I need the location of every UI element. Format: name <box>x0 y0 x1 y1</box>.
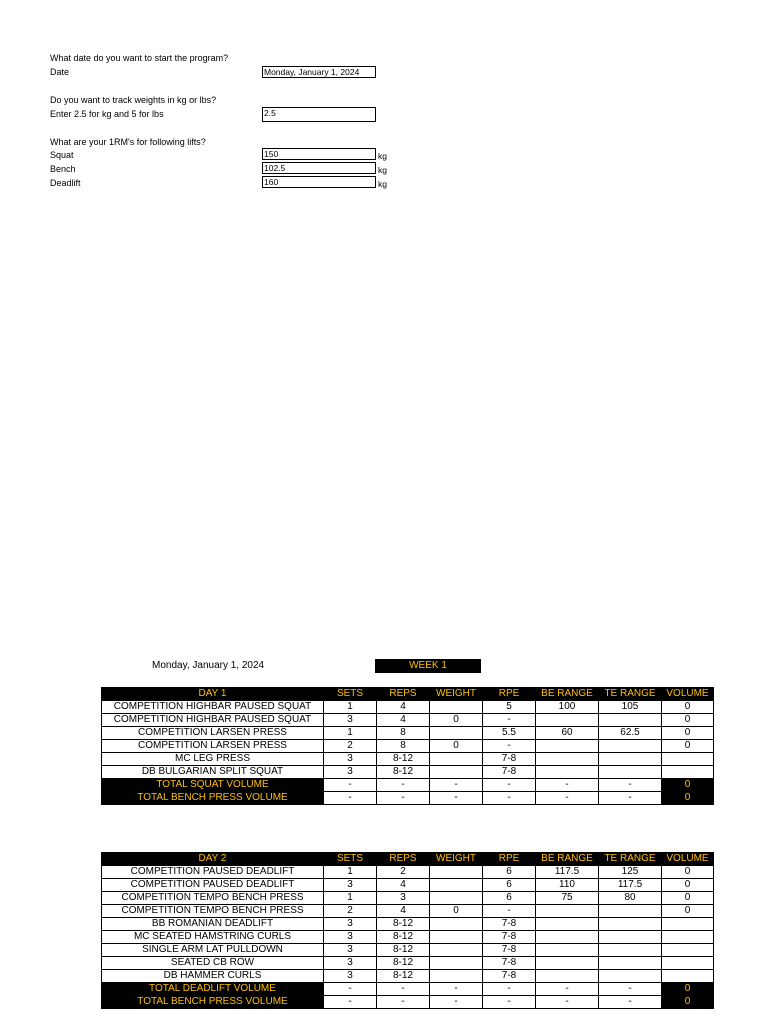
exercise-name: COMPETITION LARSEN PRESS <box>102 740 324 753</box>
te-range-cell <box>599 714 662 727</box>
weight-cell[interactable] <box>430 892 483 905</box>
sets-cell: - <box>324 996 377 1009</box>
te-range-cell <box>599 753 662 766</box>
exercise-name: COMPETITION PAUSED DEADLIFT <box>102 879 324 892</box>
exercise-name: MC LEG PRESS <box>102 753 324 766</box>
sets-cell: 3 <box>324 931 377 944</box>
sets-cell: - <box>324 983 377 996</box>
squat-label: Squat <box>50 150 74 160</box>
exercise-row <box>102 892 714 905</box>
reps-cell: 4 <box>377 879 430 892</box>
volume-cell: 0 <box>662 792 714 805</box>
column-header: BE RANGE <box>536 853 599 866</box>
program-start-date: Monday, January 1, 2024 <box>152 660 265 671</box>
table-header-row <box>102 688 714 701</box>
rpe-cell: 6 <box>483 879 536 892</box>
weight-cell[interactable] <box>430 866 483 879</box>
column-header: VOLUME <box>662 688 714 701</box>
be-range-cell <box>536 970 599 983</box>
volume-cell: 0 <box>662 905 714 918</box>
exercise-row <box>102 701 714 714</box>
be-range-cell: - <box>536 792 599 805</box>
rm-question: What are your 1RM's for following lifts? <box>50 137 206 147</box>
day-title: DAY 2 <box>102 853 324 866</box>
sets-cell: - <box>324 792 377 805</box>
te-range-cell: 62.5 <box>599 727 662 740</box>
sets-cell: 3 <box>324 918 377 931</box>
column-header: VOLUME <box>662 853 714 866</box>
be-range-cell: - <box>536 779 599 792</box>
squat-1rm-input[interactable]: 150 <box>262 148 376 160</box>
total-label: TOTAL DEADLIFT VOLUME <box>102 983 324 996</box>
rpe-cell: - <box>483 792 536 805</box>
reps-cell: 8-12 <box>377 957 430 970</box>
weight-cell[interactable]: 0 <box>430 714 483 727</box>
volume-cell: 0 <box>662 740 714 753</box>
sets-cell: 1 <box>324 701 377 714</box>
volume-cell <box>662 944 714 957</box>
total-row <box>102 779 714 792</box>
deadlift-label: Deadlift <box>50 178 81 188</box>
weight-cell: - <box>430 779 483 792</box>
rpe-cell: 7-8 <box>483 944 536 957</box>
squat-unit: kg <box>378 151 387 161</box>
te-range-cell <box>599 766 662 779</box>
column-header: REPS <box>377 688 430 701</box>
volume-cell <box>662 970 714 983</box>
te-range-cell <box>599 905 662 918</box>
exercise-row <box>102 740 714 753</box>
column-header: SETS <box>324 853 377 866</box>
unit-question: Do you want to track weights in kg or lbs? <box>50 95 217 105</box>
reps-cell: 4 <box>377 905 430 918</box>
day-1-table <box>101 687 714 805</box>
exercise-row <box>102 918 714 931</box>
weight-cell[interactable] <box>430 957 483 970</box>
exercise-row <box>102 714 714 727</box>
reps-cell: 2 <box>377 866 430 879</box>
weight-cell[interactable] <box>430 931 483 944</box>
sets-cell: 3 <box>324 714 377 727</box>
weight-cell[interactable] <box>430 918 483 931</box>
sets-cell: 3 <box>324 957 377 970</box>
te-range-cell: 80 <box>599 892 662 905</box>
volume-cell: 0 <box>662 879 714 892</box>
exercise-name: COMPETITION TEMPO BENCH PRESS <box>102 892 324 905</box>
exercise-row <box>102 970 714 983</box>
weight-cell[interactable]: 0 <box>430 740 483 753</box>
be-range-cell: - <box>536 996 599 1009</box>
column-header: TE RANGE <box>599 853 662 866</box>
week-label: WEEK 1 <box>375 659 481 673</box>
te-range-cell: 117.5 <box>599 879 662 892</box>
sets-cell: 3 <box>324 970 377 983</box>
exercise-row <box>102 931 714 944</box>
column-header: WEIGHT <box>430 853 483 866</box>
be-range-cell <box>536 918 599 931</box>
column-header: BE RANGE <box>536 688 599 701</box>
exercise-name: DB HAMMER CURLS <box>102 970 324 983</box>
te-range-cell: - <box>599 792 662 805</box>
rpe-cell: 5 <box>483 701 536 714</box>
reps-cell: - <box>377 983 430 996</box>
rpe-cell: - <box>483 996 536 1009</box>
sets-cell: 3 <box>324 944 377 957</box>
reps-cell: 8 <box>377 740 430 753</box>
volume-cell: 0 <box>662 892 714 905</box>
rpe-cell: 7-8 <box>483 970 536 983</box>
unit-increment-input[interactable]: 2.5 <box>262 107 376 122</box>
start-date-input[interactable]: Monday, January 1, 2024 <box>262 66 376 78</box>
reps-cell: 8-12 <box>377 944 430 957</box>
total-row <box>102 792 714 805</box>
reps-cell: 8-12 <box>377 753 430 766</box>
te-range-cell: 125 <box>599 866 662 879</box>
day-2-table <box>101 852 714 1009</box>
date-label: Date <box>50 67 70 77</box>
te-range-cell <box>599 918 662 931</box>
rpe-cell: 6 <box>483 866 536 879</box>
exercise-row <box>102 866 714 879</box>
volume-cell <box>662 766 714 779</box>
sets-cell: 3 <box>324 753 377 766</box>
total-row <box>102 996 714 1009</box>
te-range-cell: - <box>599 996 662 1009</box>
volume-cell <box>662 931 714 944</box>
te-range-cell <box>599 944 662 957</box>
exercise-name: COMPETITION LARSEN PRESS <box>102 727 324 740</box>
be-range-cell: 60 <box>536 727 599 740</box>
te-range-cell <box>599 740 662 753</box>
volume-cell: 0 <box>662 714 714 727</box>
exercise-name: BB ROMANIAN DEADLIFT <box>102 918 324 931</box>
column-header: REPS <box>377 853 430 866</box>
reps-cell: - <box>377 779 430 792</box>
bench-label: Bench <box>50 164 76 174</box>
weight-cell[interactable] <box>430 727 483 740</box>
weight-cell: - <box>430 996 483 1009</box>
rpe-cell: 7-8 <box>483 957 536 970</box>
volume-cell: 0 <box>662 727 714 740</box>
te-range-cell <box>599 931 662 944</box>
volume-cell <box>662 753 714 766</box>
be-range-cell: - <box>536 983 599 996</box>
exercise-name: MC SEATED HAMSTRING CURLS <box>102 931 324 944</box>
be-range-cell: 110 <box>536 879 599 892</box>
volume-cell <box>662 957 714 970</box>
reps-cell: - <box>377 996 430 1009</box>
volume-cell: 0 <box>662 983 714 996</box>
rpe-cell: 7-8 <box>483 766 536 779</box>
sets-cell: 1 <box>324 727 377 740</box>
rpe-cell: - <box>483 714 536 727</box>
date-question: What date do you want to start the program? <box>50 53 229 63</box>
volume-cell: 0 <box>662 701 714 714</box>
exercise-row <box>102 957 714 970</box>
volume-cell <box>662 918 714 931</box>
be-range-cell <box>536 944 599 957</box>
exercise-row <box>102 766 714 779</box>
rpe-cell: 7-8 <box>483 753 536 766</box>
sets-cell: 1 <box>324 866 377 879</box>
be-range-cell <box>536 766 599 779</box>
volume-cell: 0 <box>662 866 714 879</box>
rpe-cell: 7-8 <box>483 918 536 931</box>
reps-cell: 8-12 <box>377 931 430 944</box>
column-header: WEIGHT <box>430 688 483 701</box>
te-range-cell <box>599 970 662 983</box>
rpe-cell: - <box>483 779 536 792</box>
reps-cell: 8-12 <box>377 918 430 931</box>
te-range-cell: - <box>599 779 662 792</box>
column-header: RPE <box>483 688 536 701</box>
exercise-row <box>102 944 714 957</box>
te-range-cell: 105 <box>599 701 662 714</box>
be-range-cell <box>536 740 599 753</box>
sets-cell: 2 <box>324 905 377 918</box>
total-label: TOTAL BENCH PRESS VOLUME <box>102 996 324 1009</box>
rpe-cell: 7-8 <box>483 931 536 944</box>
weight-cell[interactable] <box>430 701 483 714</box>
exercise-name: SINGLE ARM LAT PULLDOWN <box>102 944 324 957</box>
deadlift-1rm-input[interactable]: 160 <box>262 176 376 188</box>
exercise-row <box>102 753 714 766</box>
table-header-row <box>102 853 714 866</box>
bench-1rm-input[interactable]: 102.5 <box>262 162 376 174</box>
weight-cell[interactable] <box>430 766 483 779</box>
te-range-cell <box>599 957 662 970</box>
be-range-cell: 100 <box>536 701 599 714</box>
rpe-cell: - <box>483 740 536 753</box>
sets-cell: 3 <box>324 879 377 892</box>
rpe-cell: 6 <box>483 892 536 905</box>
sets-cell: 1 <box>324 892 377 905</box>
total-label: TOTAL BENCH PRESS VOLUME <box>102 792 324 805</box>
bench-unit: kg <box>378 165 387 175</box>
exercise-name: DB BULGARIAN SPLIT SQUAT <box>102 766 324 779</box>
reps-cell: 8-12 <box>377 970 430 983</box>
deadlift-unit: kg <box>378 179 387 189</box>
weight-cell[interactable] <box>430 879 483 892</box>
volume-cell: 0 <box>662 779 714 792</box>
be-range-cell <box>536 714 599 727</box>
rpe-cell: - <box>483 905 536 918</box>
exercise-name: COMPETITION HIGHBAR PAUSED SQUAT <box>102 701 324 714</box>
reps-cell: 3 <box>377 892 430 905</box>
volume-cell: 0 <box>662 996 714 1009</box>
total-label: TOTAL SQUAT VOLUME <box>102 779 324 792</box>
rpe-cell: 5.5 <box>483 727 536 740</box>
column-header: TE RANGE <box>599 688 662 701</box>
day-title: DAY 1 <box>102 688 324 701</box>
weight-cell: - <box>430 983 483 996</box>
reps-cell: 4 <box>377 701 430 714</box>
reps-cell: 8 <box>377 727 430 740</box>
be-range-cell <box>536 957 599 970</box>
exercise-row <box>102 879 714 892</box>
exercise-row <box>102 905 714 918</box>
be-range-cell: 75 <box>536 892 599 905</box>
weight-cell[interactable] <box>430 970 483 983</box>
exercise-name: SEATED CB ROW <box>102 957 324 970</box>
be-range-cell <box>536 931 599 944</box>
exercise-name: COMPETITION TEMPO BENCH PRESS <box>102 905 324 918</box>
be-range-cell <box>536 905 599 918</box>
unit-hint: Enter 2.5 for kg and 5 for lbs <box>50 109 164 119</box>
weight-cell[interactable]: 0 <box>430 905 483 918</box>
rpe-cell: - <box>483 983 536 996</box>
te-range-cell: - <box>599 983 662 996</box>
reps-cell: 8-12 <box>377 766 430 779</box>
sets-cell: 3 <box>324 766 377 779</box>
exercise-row <box>102 727 714 740</box>
total-row <box>102 983 714 996</box>
weight-cell[interactable] <box>430 753 483 766</box>
weight-cell: - <box>430 792 483 805</box>
reps-cell: - <box>377 792 430 805</box>
sets-cell: - <box>324 779 377 792</box>
be-range-cell <box>536 753 599 766</box>
sets-cell: 2 <box>324 740 377 753</box>
exercise-name: COMPETITION PAUSED DEADLIFT <box>102 866 324 879</box>
be-range-cell: 117.5 <box>536 866 599 879</box>
column-header: RPE <box>483 853 536 866</box>
reps-cell: 4 <box>377 714 430 727</box>
column-header: SETS <box>324 688 377 701</box>
weight-cell[interactable] <box>430 944 483 957</box>
exercise-name: COMPETITION HIGHBAR PAUSED SQUAT <box>102 714 324 727</box>
